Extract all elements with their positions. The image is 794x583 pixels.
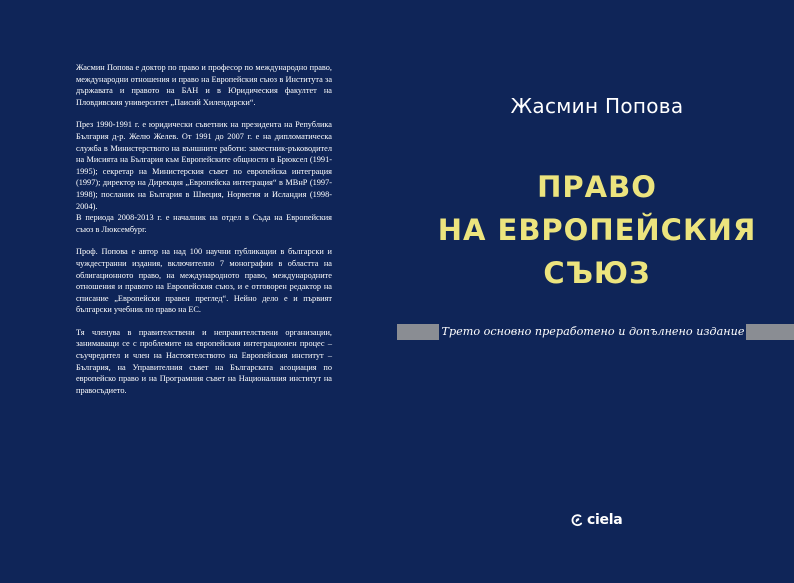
bio-paragraph-1: Жасмин Попова е доктор по право и професор по международно право, международни отношения и право на Европейския съюз в Института за държавата и правото на БАН и в Юридическия факултет на Пловдивския университет „Паисий Хилендарски“. bbox=[76, 63, 332, 107]
bio-paragraph-5: Тя членува в правителствени и неправителствени организации, занимаващи се с проблемите на европейския интеграционен процес – съучредител и член на Настоятелството на Европейския институт – България, на Управителния съвет на Българската асоциация по европейско право и на Програмния съвет на Националния институт на правосъдието. bbox=[76, 327, 332, 395]
bio-paragraph-4: Проф. Попова е автор на над 100 научни публикации в български и чуждестранни издания, включително 7 монографии в областта на облигационното право, на международното право, международните отношения и правото на Европейския съюз, и е отговорен редактор на списание „Европейски правен преглед“. Нейно дело е и първият български учебник по право на ЕС. bbox=[76, 247, 332, 315]
author-name: Жасмин Попова bbox=[510, 94, 684, 118]
title-line-2: НА ЕВРОПЕЙСКИЯ bbox=[437, 213, 757, 247]
back-cover-bio bbox=[76, 62, 332, 407]
book-title bbox=[400, 166, 794, 295]
title-line-1: ПРАВО bbox=[537, 170, 657, 204]
title-line-3: СЪЮЗ bbox=[543, 256, 651, 290]
publisher-name: ciela bbox=[587, 512, 623, 528]
edition-bar-right bbox=[746, 324, 794, 340]
ciela-logo-icon bbox=[570, 512, 584, 528]
bio-paragraph-3: В периода 2008-2013 г. е началник на отдел в Съда на Европейския съюз в Люксембург. bbox=[76, 213, 332, 234]
edition-bar-left bbox=[397, 324, 439, 340]
edition-label: Трето основно преработено и допълнено издание bbox=[441, 325, 745, 338]
publisher-logo bbox=[570, 509, 622, 531]
bio-paragraph-2: През 1990-1991 г. е юридически съветник на президента на Република България д-р. Желю Желев. От 1991 до 2007 г. е на дипломатическа служба в Министерството на външните работи: заместник-ръководител на Мисията на България към Европейските общности в Брюксел (1991-1995); секретар на Министерския съвет по европейска интеграция (1997); директор на Дирекция „Европейска интеграция“ в МВнР (1997-1998); посланик на България в Швеция, Норвегия и Исландия (1998-2004). bbox=[76, 120, 332, 211]
